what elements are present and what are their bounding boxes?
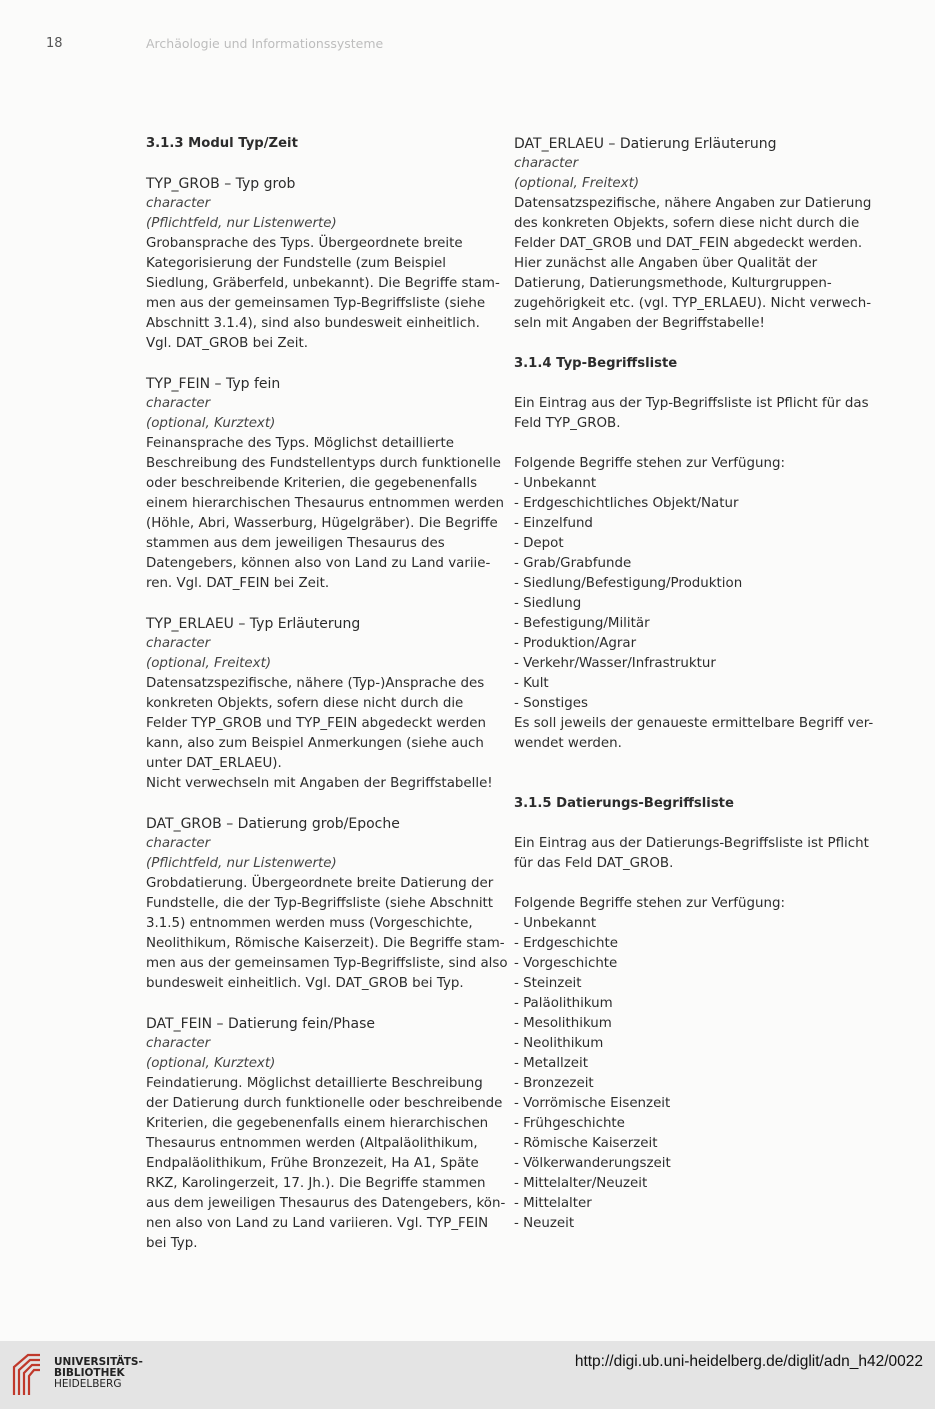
field-type: character	[146, 836, 211, 851]
list-lead: Folgende Begriffe stehen zur Verfügung:	[514, 456, 785, 471]
body-line: men aus der gemeinsamen Typ-Begriffsliste (siehe	[146, 296, 486, 311]
body-line: nen also von Land zu Land variieren. Vgl. TYP_FEIN	[146, 1216, 489, 1231]
body-line: Felder DAT_GROB und DAT_FEIN abgedeckt werden.	[514, 236, 863, 251]
field-note: (Pflichtfeld, nur Listenwerte)	[146, 216, 337, 231]
body-line: aus dem jeweiligen Thesaurus des Datengebers, kön-	[146, 1196, 506, 1211]
permalink-url[interactable]: http://digi.ub.uni-heidelberg.de/diglit/adn_h42/0022	[574, 1353, 923, 1370]
list-item: - Vorgeschichte	[514, 956, 618, 971]
list-item: - Mittelalter	[514, 1196, 592, 1211]
list-item: - Neuzeit	[514, 1216, 575, 1231]
body-line: kann, also zum Beispiel Anmerkungen (siehe auch	[146, 736, 484, 751]
field-type: character	[146, 196, 211, 211]
list-item: - Depot	[514, 536, 564, 551]
list-item: - Metallzeit	[514, 1056, 589, 1071]
body-line: Fundstelle, die der Typ-Begriffsliste (siehe Abschnitt	[146, 896, 494, 911]
list-item: - Befestigung/Militär	[514, 616, 650, 631]
list-item: - Unbekannt	[514, 916, 597, 931]
field-title: TYP_FEIN – Typ fein	[146, 376, 281, 392]
body-line: Thesaurus entnommen werden (Altpaläolithikum,	[146, 1136, 478, 1151]
body-line: Es soll jeweils der genaueste ermittelbare Begriff ver-	[514, 716, 874, 731]
running-title: Archäologie und Informationssysteme	[146, 36, 384, 51]
field-title: DAT_GROB – Datierung grob/Epoche	[146, 816, 400, 832]
section-heading: 3.1.5 Datierungs-Begriffsliste	[514, 796, 734, 811]
body-line: unter DAT_ERLAEU).	[146, 756, 282, 771]
body-line: Felder TYP_GROB und TYP_FEIN abgedeckt werden	[146, 716, 486, 731]
list-item: - Mesolithikum	[514, 1016, 612, 1031]
body-line: seln mit Angaben der Begriffstabelle!	[514, 316, 765, 331]
field-title: DAT_FEIN – Datierung fein/Phase	[146, 1016, 375, 1032]
list-item: - Unbekannt	[514, 476, 597, 491]
body-line: 3.1.5) entnommen werden muss (Vorgeschichte,	[146, 916, 473, 931]
body-line: wendet werden.	[514, 736, 622, 751]
logo-line: BIBLIOTHEK	[54, 1367, 125, 1379]
field-note: (optional, Kurztext)	[146, 416, 276, 431]
list-item: - Paläolithikum	[514, 996, 613, 1011]
body-line: einem hierarchischen Thesaurus entnommen werden	[146, 496, 504, 511]
body-line: Hier zunächst alle Angaben über Qualität der	[514, 256, 818, 271]
body-line: Datierung, Datierungsmethode, Kulturgruppen-	[514, 276, 832, 291]
list-item: - Erdgeschichtliches Objekt/Natur	[514, 496, 739, 511]
body-line: Feinansprache des Typs. Möglichst detaillierte	[146, 436, 454, 451]
body-line: Feld TYP_GROB.	[514, 416, 621, 431]
field-block-typ-grob	[146, 174, 501, 354]
body-line: Abschnitt 3.1.4), sind also bundesweit einheitlich.	[146, 316, 480, 331]
left-column	[146, 134, 508, 1254]
list-item: - Bronzezeit	[514, 1076, 594, 1091]
typ-begriffsliste-section	[514, 354, 874, 754]
body-line: ren. Vgl. DAT_FEIN bei Zeit.	[146, 576, 330, 591]
list-item: - Einzelfund	[514, 516, 593, 531]
field-title: TYP_ERLAEU – Typ Erläuterung	[146, 616, 361, 632]
body-line: Neolithikum, Römische Kaiserzeit). Die Begriffe stam-	[146, 936, 505, 951]
list-item: - Mittelalter/Neuzeit	[514, 1176, 648, 1191]
field-type: character	[146, 636, 211, 651]
list-item: - Völkerwanderungszeit	[514, 1156, 671, 1171]
body-line: Feindatierung. Möglichst detaillierte Beschreibung	[146, 1076, 483, 1091]
list-item: - Steinzeit	[514, 976, 582, 991]
body-line: für das Feld DAT_GROB.	[514, 856, 674, 871]
body-line: zugehörigkeit etc. (vgl. TYP_ERLAEU). Nicht verwech-	[514, 296, 872, 311]
list-item: - Sonstiges	[514, 696, 588, 711]
body-line: RKZ, Karolingerzeit, 17. Jh.). Die Begriffe stammen	[146, 1176, 486, 1191]
field-block-dat-fein	[146, 1014, 506, 1254]
field-block-typ-fein	[146, 374, 504, 594]
field-note: (optional, Freitext)	[514, 176, 640, 191]
body-line: stammen aus dem jeweiligen Thesaurus des	[146, 536, 445, 551]
list-item: - Verkehr/Wasser/Infrastruktur	[514, 656, 716, 671]
list-item: - Kult	[514, 676, 549, 691]
page-header	[0, 36, 935, 56]
body-line: Kategorisierung der Fundstelle (zum Beispiel	[146, 256, 447, 271]
page-number: 18	[46, 36, 63, 51]
field-title: TYP_GROB – Typ grob	[146, 176, 296, 192]
right-column	[514, 134, 874, 1234]
body-line: Endpaläolithikum, Frühe Bronzezeit, Ha A1, Späte	[146, 1156, 479, 1171]
body-line: Siedlung, Gräberfeld, unbekannt). Die Begriffe stam-	[146, 276, 500, 291]
body-line: des konkreten Objekts, sofern diese nicht durch die	[514, 216, 860, 231]
list-item: - Siedlung/Befestigung/Produktion	[514, 576, 743, 591]
body-line: Grobdatierung. Übergeordnete breite Datierung der	[146, 876, 494, 891]
body-line: konkreten Objekts, sofern diese nicht durch die	[146, 696, 464, 711]
section-heading: 3.1.3 Modul Typ/Zeit	[146, 136, 298, 151]
field-title: DAT_ERLAEU – Datierung Erläuterung	[514, 136, 777, 152]
body-line: Ein Eintrag aus der Typ-Begriffsliste ist Pflicht für das	[514, 396, 869, 411]
datierungs-begriffsliste-section	[514, 794, 869, 1234]
body-line: men aus der gemeinsamen Typ-Begriffsliste, sind also	[146, 956, 508, 971]
field-block-dat-grob	[146, 814, 508, 994]
list-item: - Grab/Grabfunde	[514, 556, 632, 571]
field-note: (Pflichtfeld, nur Listenwerte)	[146, 856, 337, 871]
body-line: Kriterien, die gegebenenfalls einem hierarchischen	[146, 1116, 489, 1131]
field-note: (optional, Freitext)	[146, 656, 272, 671]
list-item: - Römische Kaiserzeit	[514, 1136, 658, 1151]
list-item: - Siedlung	[514, 596, 582, 611]
body-line: bei Typ.	[146, 1236, 198, 1251]
library-logo-text	[54, 1357, 143, 1390]
digitization-footer	[0, 1341, 935, 1409]
body-line: Beschreibung des Fundstellentyps durch funktionelle	[146, 456, 501, 471]
list-item: - Erdgeschichte	[514, 936, 618, 951]
field-type: character	[146, 1036, 211, 1051]
field-note: (optional, Kurztext)	[146, 1056, 276, 1071]
list-lead: Folgende Begriffe stehen zur Verfügung:	[514, 896, 785, 911]
list-item: - Frühgeschichte	[514, 1116, 625, 1131]
field-block-typ-erlaeu	[146, 614, 501, 794]
list-item: - Vorrömische Eisenzeit	[514, 1096, 671, 1111]
library-logo-icon	[8, 1349, 46, 1399]
list-item: - Neolithikum	[514, 1036, 604, 1051]
body-line: oder beschreibende Kriterien, die gegebenenfalls	[146, 476, 478, 491]
body-line: Vgl. DAT_GROB bei Zeit.	[146, 336, 308, 351]
body-line: Nicht verwechseln mit Angaben der Begriffstabelle!	[146, 776, 493, 791]
body-line: Datensatzspezifische, nähere (Typ-)Ansprache des	[146, 676, 485, 691]
body-line: (Höhle, Abri, Wasserburg, Hügelgräber). Die Begriffe	[146, 516, 498, 531]
field-block-dat-erlaeu	[514, 134, 872, 334]
body-line: Datengebers, können also von Land zu Land variie-	[146, 556, 491, 571]
body-line: Grobansprache des Typs. Übergeordnete breite	[146, 236, 463, 251]
body-line: Ein Eintrag aus der Datierungs-Begriffsliste ist Pflicht	[514, 836, 869, 851]
section-heading: 3.1.4 Typ-Begriffsliste	[514, 356, 678, 371]
logo-line: UNIVERSITÄTS-	[54, 1356, 143, 1368]
field-type: character	[146, 396, 211, 411]
list-item: - Produktion/Agrar	[514, 636, 637, 651]
logo-line: HEIDELBERG	[54, 1378, 122, 1390]
field-type: character	[514, 156, 579, 171]
body-line: der Datierung durch funktionelle oder beschreibende	[146, 1096, 503, 1111]
body-line: bundesweit einheitlich. Vgl. DAT_GROB bei Typ.	[146, 976, 464, 991]
body-line: Datensatzspezifische, nähere Angaben zur Datierung	[514, 196, 872, 211]
